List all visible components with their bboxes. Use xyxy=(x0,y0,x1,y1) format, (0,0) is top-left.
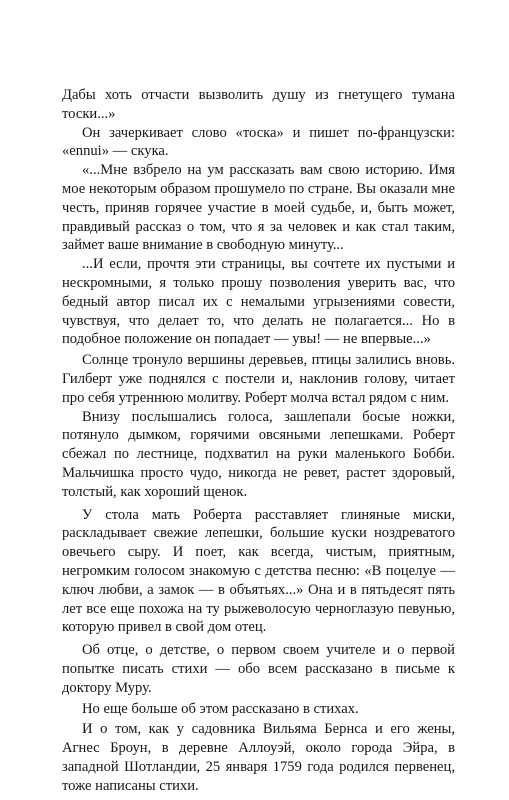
paragraph-7: У стола мать Роберта расставляет глиняные миски, раскладывает свежие лепешки, большие куски ноздреватого овечьего сыру. И поет, как всегда, чистым, приятным, негромким голосом знакомую с детства песню: «В поцелуе — ключ любви, а замок — в объятьях...» Она и в пятьдесят пять лет все еще похожа на ту рыжеволосую черноглазую певунью, которую привел в свой дом отец. xyxy=(62,506,455,636)
paragraph-5: Солнце тронуло вершины деревьев, птицы залились вновь. Гилберт уже поднялся с постели и, наклонив голову, читает про себя утреннюю молитву. Роберт молча встал рядом с ним. xyxy=(62,352,455,406)
paragraph-2: Он зачеркивает слово «тоска» и пишет по-французски: «ennui» — скука. xyxy=(62,124,455,160)
paragraph-8: Об отце, о детстве, о первом своем учителе и о первой попытке писать стихи — обо всем рассказано в письме к доктору Муру. xyxy=(62,642,455,696)
paragraph-6: Внизу послышались голоса, зашлепали босые ножки, потянуло дымком, горячими овсяными лепешками. Роберт сбежал по лестнице, подхватил на руки маленького Бобби. Мальчишка просто чудо, никогда не ревет, растет здоровый, толстый, как хороший щенок. xyxy=(62,408,455,500)
paragraph-4: ...И если, прочтя эти страницы, вы сочтете их пустыми и нескромными, я только прошу позволения уверить вас, что бедный автор писал их с немалыми угрызениями совести, чувствуя, что делает то, что делать не полагается... Но в подобное положение он попадает — увы! — не впервые...» xyxy=(62,256,455,348)
paragraph-3: «...Мне взбрело на ум рассказать вам свою историю. Имя мое некоторым образом прошумело по стране. Вы оказали мне честь, приняв горячее участие в моей судьбе, и, быть может, правдивый рассказ о том, что я за человек и как стал таким, займет ваше внимание в свободную минуту... xyxy=(62,162,455,254)
paragraph-1: Дабы хоть отчасти вызволить душу из гнетущего тумана тоски...» xyxy=(62,87,455,122)
page-text xyxy=(62,86,455,795)
paragraph-10: И о том, как у садовника Вильяма Бернса и его жены, Агнес Броун, в деревне Аллоуэй, около города Эйра, в западной Шотландии, 25 января 1759 года родился первенец, тоже написаны стихи. xyxy=(62,721,455,794)
paragraph-9: Но еще больше об этом рассказано в стихах. xyxy=(82,700,359,717)
